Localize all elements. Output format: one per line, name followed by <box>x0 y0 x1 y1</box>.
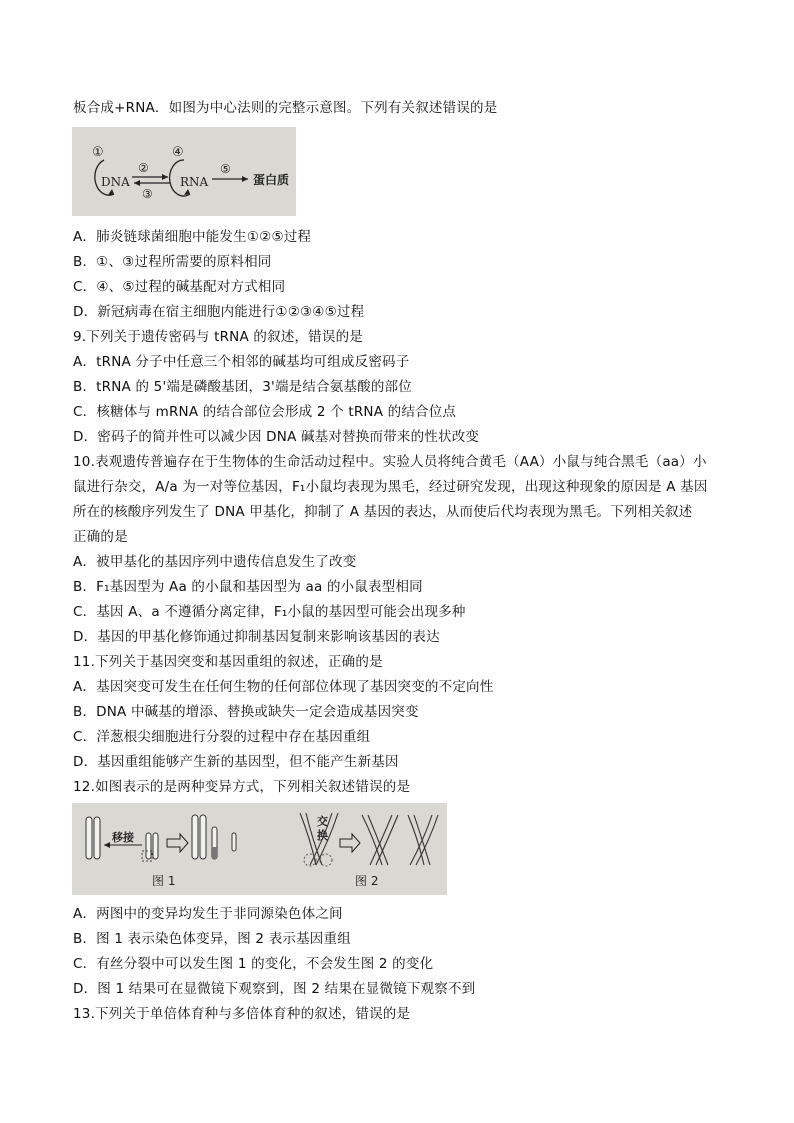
q9-option-d: D．密码子的简并性可以减少因 DNA 碱基对替换而带来的性状改变 <box>73 429 480 445</box>
q10-option-c: C．基因 A、a 不遵循分离定律，F₁小鼠的基因型可能会出现多种 <box>73 604 466 620</box>
q12-option-c: C．有丝分裂中可以发生图 1 的变化，不会发生图 2 的变化 <box>73 956 434 972</box>
central-dogma-figure <box>72 127 296 216</box>
variation-figure <box>72 803 447 895</box>
question-11-stem: 11.下列关于基因突变和基因重组的叙述，正确的是 <box>73 654 383 670</box>
circled-2: ② <box>138 161 149 175</box>
dna-label: DNA <box>101 175 130 189</box>
q12-option-d: D．图 1 结果可在显微镜下观察到，图 2 结果在显微镜下观察不到 <box>73 981 476 997</box>
rna-label: RNA <box>180 175 209 189</box>
q11-option-b: B．DNA 中碱基的增添、替换或缺失一定会造成基因突变 <box>73 704 419 720</box>
question-8-stem-tail: 板合成+RNA．如图为中心法则的完整示意图。下列有关叙述错误的是 <box>73 100 498 116</box>
circled-1: ① <box>92 145 104 160</box>
q11-option-c: C．洋葱根尖细胞进行分裂的过程中存在基因重组 <box>73 729 371 745</box>
q10-option-d: D．基因的甲基化修饰通过抑制基因复制来影响该基因的表达 <box>73 629 440 645</box>
question-12-stem: 12.如图表示的是两种变异方式，下列相关叙述错误的是 <box>73 779 411 795</box>
q9-option-b: B．tRNA 的 5'端是磷酸基团，3'端是结合氨基酸的部位 <box>73 379 412 395</box>
exchange-label-2: 换 <box>317 829 328 842</box>
q8-option-a: A．肺炎链球菌细胞中能发生①②⑤过程 <box>73 229 312 245</box>
q9-option-a: A．tRNA 分子中任意三个相邻的碱基均可组成反密码子 <box>73 354 410 370</box>
q10-option-b: B．F₁基因型为 Aa 的小鼠和基因型为 aa 的小鼠表型相同 <box>73 579 423 595</box>
circled-4: ④ <box>172 145 184 160</box>
q12-option-a: A．两图中的变异均发生于非同源染色体之间 <box>73 906 343 922</box>
figure-1-caption: 图 1 <box>152 874 176 888</box>
circled-5: ⑤ <box>220 162 231 176</box>
question-10-stem-line4: 正确的是 <box>73 529 128 545</box>
question-10-stem-line3: 所在的核酸序列发生了 DNA 甲基化，抑制了 A 基因的表达，从而使后代均表现为黑毛。下列相关叙述 <box>73 504 693 520</box>
q12-option-b: B．图 1 表示染色体变异，图 2 表示基因重组 <box>73 931 351 947</box>
question-13-stem: 13.下列关于单倍体育种与多倍体育种的叙述，错误的是 <box>73 1006 411 1022</box>
q8-option-c: C．④、⑤过程的碱基配对方式相同 <box>73 279 286 295</box>
circled-3: ③ <box>142 187 153 201</box>
figure-2-caption: 图 2 <box>355 874 379 888</box>
q8-option-b: B．①、③过程所需要的原料相同 <box>73 254 272 270</box>
q11-option-d: D．基因重组能够产生新的基因型，但不能产生新基因 <box>73 754 399 770</box>
question-10-stem-line1: 10.表观遗传普遍存在于生物体的生命活动过程中。实验人员将纯合黄毛（AA）小鼠与纯合黑毛（aa）小 <box>73 454 707 470</box>
q10-option-a: A．被甲基化的基因序列中遗传信息发生了改变 <box>73 554 357 570</box>
q9-option-c: C．核糖体与 mRNA 的结合部位会形成 2 个 tRNA 的结合位点 <box>73 404 457 420</box>
question-9-stem: 9.下列关于遗传密码与 tRNA 的叙述，错误的是 <box>73 329 363 345</box>
question-10-stem-line2: 鼠进行杂交，A/a 为一对等位基因，F₁小鼠均表现为黑毛，经过研究发现，出现这种现象的原因是 A 基因 <box>73 479 708 495</box>
exchange-label-1: 交 <box>317 815 328 828</box>
q8-option-d: D．新冠病毒在宿主细胞内能进行①②③④⑤过程 <box>73 304 365 320</box>
transfer-label: 移接 <box>112 831 134 844</box>
protein-label: 蛋白质 <box>253 173 290 187</box>
q11-option-a: A．基因突变可发生在任何生物的任何部位体现了基因突变的不定向性 <box>73 679 494 695</box>
